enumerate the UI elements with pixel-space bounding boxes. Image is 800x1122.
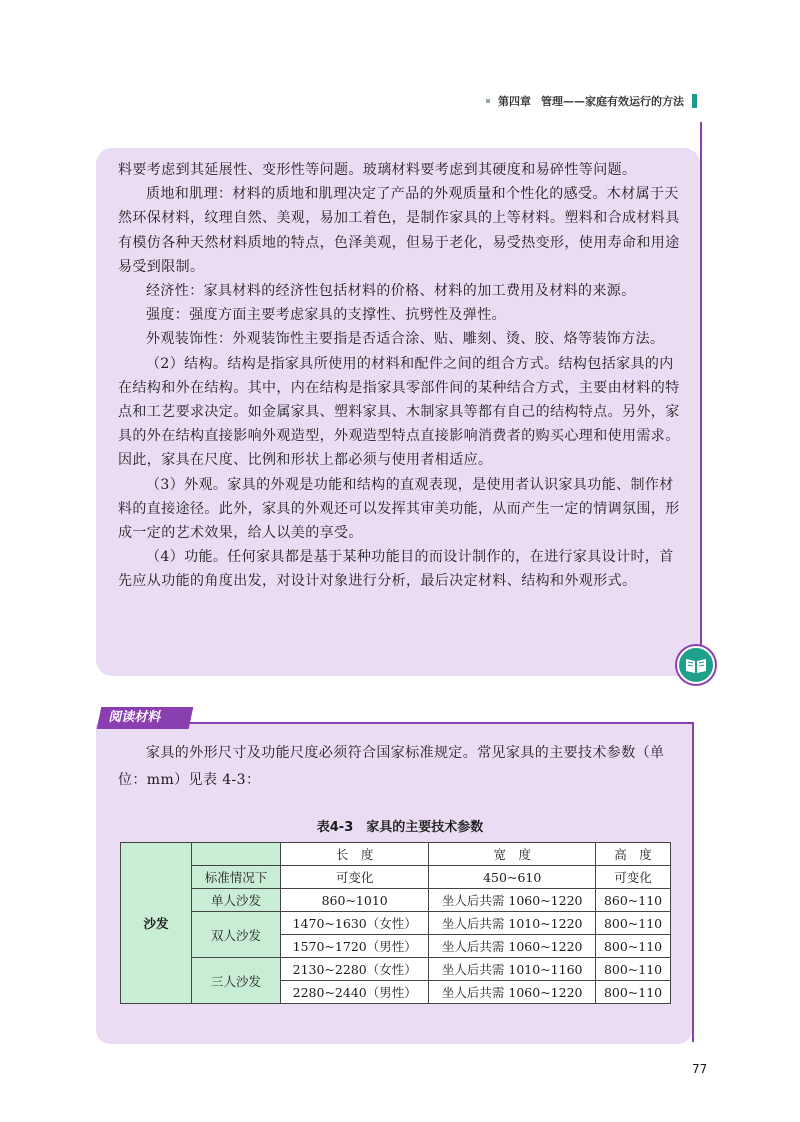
book-icon [677,646,715,684]
table-cell: 坐人后共需 1060~1220 [429,981,596,1004]
row-label: 三人沙发 [192,958,281,1004]
header-cell: 可变化 [596,866,671,889]
table-cell: 坐人后共需 1060~1220 [429,935,596,958]
page-number: 77 [692,1062,708,1076]
content-text [118,158,686,594]
table-cell: 860~110 [596,889,671,912]
table-cell: 2280~2440（男性） [281,981,429,1004]
reading-paragraph: 家具的外形尺寸及功能尺度必须符合国家标准规定。常见家具的主要技术参数（单位：mm）见表 4-3： [118,745,665,788]
header-dot [486,99,490,103]
paragraph: 料要考虑到其延展性、变形性等问题。玻璃材料要考虑到其硬度和易碎性等问题。 [118,162,637,178]
row-label: 单人沙发 [192,889,281,912]
table-row [121,866,671,889]
header-cell: 高 度 [596,843,671,866]
margin-rule [700,122,702,682]
table-cell: 860~1010 [281,889,429,912]
table-cell [192,843,281,866]
reading-rule [184,722,694,724]
table-row [121,912,671,935]
table-cell: 2130~2280（女性） [281,958,429,981]
table-cell: 坐人后共需 1010~1220 [429,912,596,935]
reading-text [118,740,683,794]
paragraph: （2）结构。结构是指家具所使用的材料和配件之间的组合方式。结构包括家具的内在结构和外在结构。其中，内在结构是指家具零部件间的某种结合方式，主要由材料的特点和工艺要求决定。如金属家具、塑料家具、木制家具等都有自己的结构特点。另外，家具的外在结构直接影响外观造型，外观造型特点直接影响消费者的购买心理和使用需求。因此，家具在尺度、比例和形状上都必须与使用者相适应。 [118,355,680,469]
paragraph: （3）外观。家具的外观是功能和结构的直观表现，是使用者认识家具功能、制作材料的直接途径。此外，家具的外观还可以发挥其审美功能，从而产生一定的情调氛围，形成一定的艺术效果，给人以美的享受。 [118,476,680,542]
header-cell: 可变化 [281,866,429,889]
table-cell: 坐人后共需 1060~1220 [429,889,596,912]
table-row [121,889,671,912]
header-cell: 450~610 [429,866,596,889]
reading-label: 阅读材料 [97,707,194,729]
table-cell: 800~110 [596,912,671,935]
paragraph: （4）功能。任何家具都是基于某种功能目的而设计制作的，在进行家具设计时，首先应从功能的角度出发，对设计对象进行分析，最后决定材料、结构和外观形式。 [118,549,674,590]
paragraph: 强度：强度方面主要考虑家具的支撑性、抗劈性及弹性。 [146,307,506,324]
header-chapter: 第四章 [498,95,531,108]
table-cell: 800~110 [596,935,671,958]
paragraph: 质地和肌理：材料的质地和肌理决定了产品的外观质量和个性化的感受。木材属于天然环保材料，纹理自然、美观，易加工着色，是制作家具的上等材料。塑料和合成材料具有模仿各种天然材料质地的特点，色泽美观，但易于老化，易受热变形，使用寿命和用途易受到限制。 [118,186,680,275]
header-cell: 标准情况下 [192,866,281,889]
header-cell: 宽 度 [429,843,596,866]
table-cell: 800~110 [596,981,671,1004]
table-cell: 800~110 [596,958,671,981]
parameters-table [120,842,671,1004]
table-cell: 1570~1720（男性） [281,935,429,958]
running-header [470,92,800,110]
table-cell: 坐人后共需 1010~1160 [429,958,596,981]
paragraph: 经济性：家具材料的经济性包括材料的价格、材料的加工费用及材料的来源。 [146,283,636,300]
category-cell: 沙发 [121,843,192,1004]
header-bar [692,94,697,108]
table-title: 表4-3 家具的主要技术参数 [316,820,484,835]
table-row [121,958,671,981]
paragraph: 外观装饰性：外观装饰性主要指是否适合涂、贴、雕刻、烫、胶、烙等装饰方法。 [146,331,665,348]
reading-rule-vertical [692,722,694,1042]
header-cell: 长 度 [281,843,429,866]
row-label: 双人沙发 [192,912,281,958]
header-title: 管理——家庭有效运行的方法 [541,95,684,108]
table-cell: 1470~1630（女性） [281,912,429,935]
table-row [121,843,671,866]
